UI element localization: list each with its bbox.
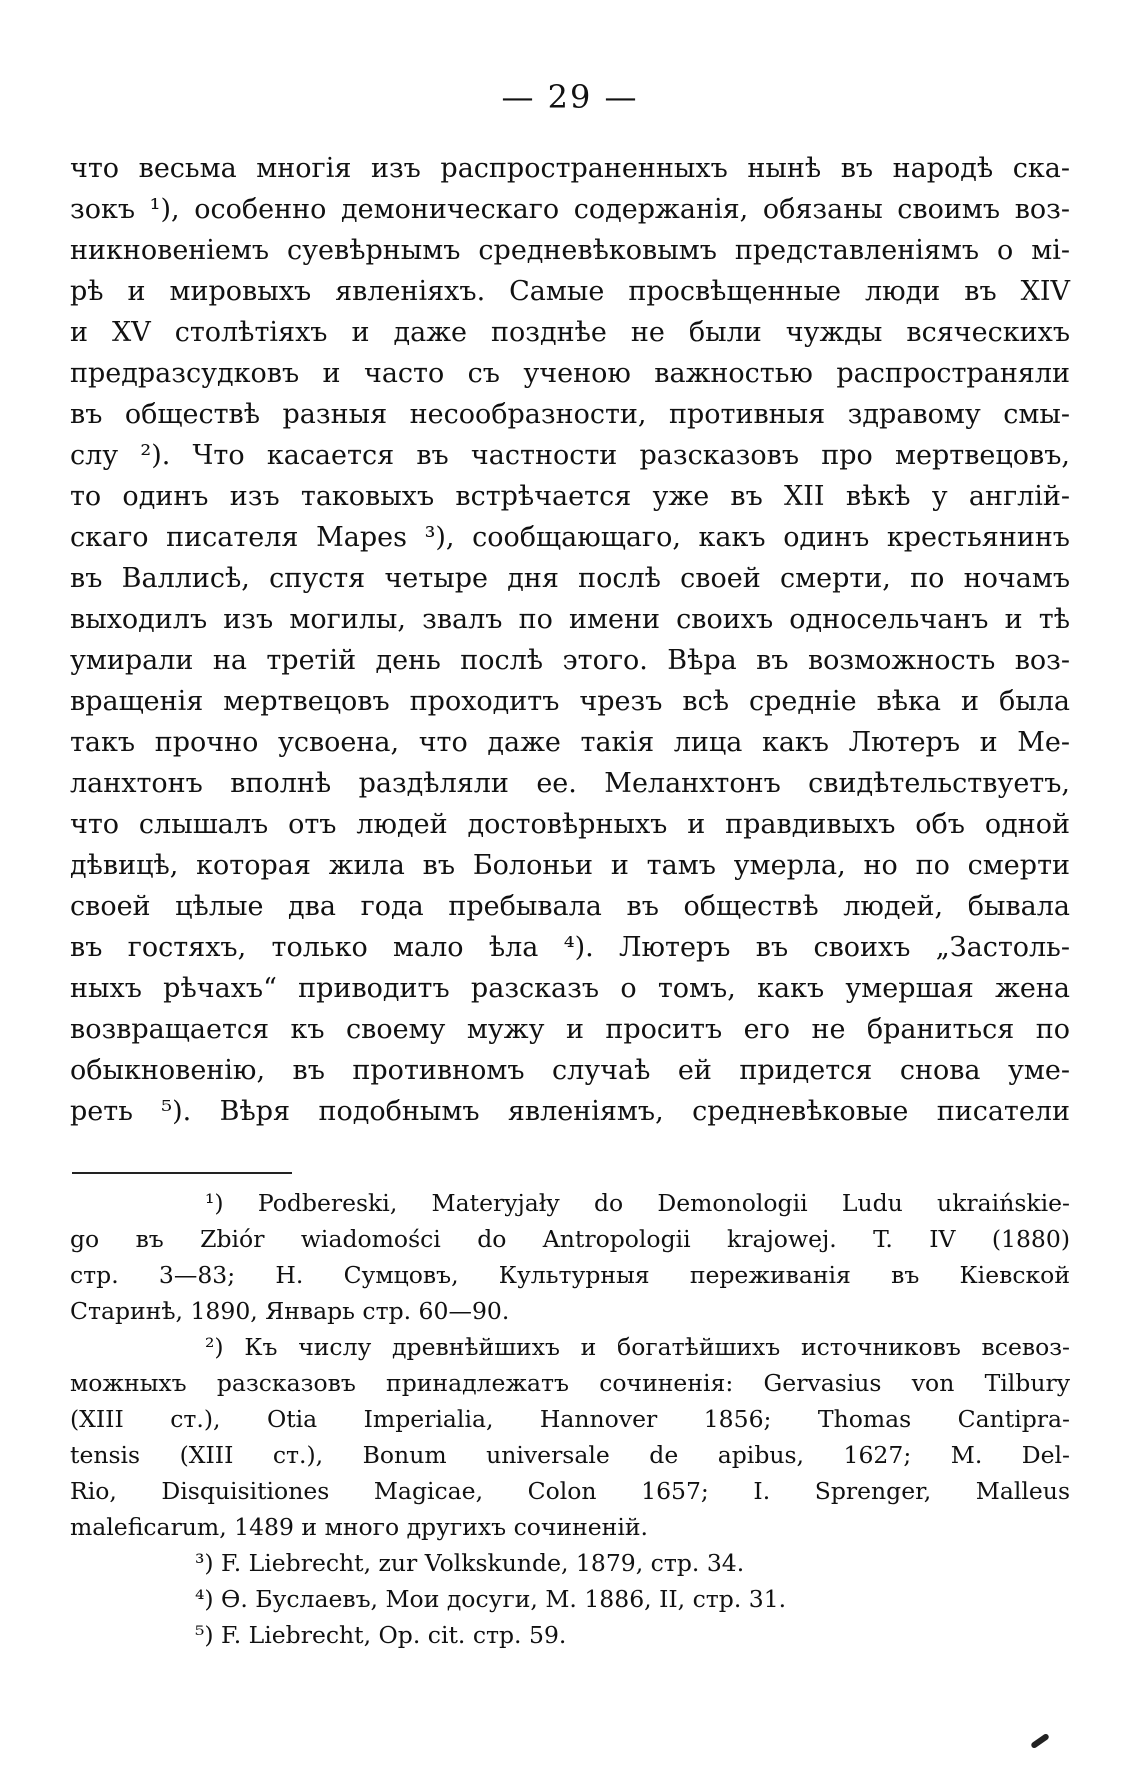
body-line: возвращается къ своему мужу и проситъ его не браниться по <box>70 1014 1070 1045</box>
footnote-2-line: (XIII ст.), Otia Imperialia, Hannover 1856; Thomas Cantipra- <box>70 1405 1070 1433</box>
ink-mark-icon <box>1030 1733 1050 1749</box>
footnote-2-line: ²) Къ числу древнѣйшихъ и богатѣйшихъ источниковъ всевоз- <box>205 1333 1070 1361</box>
footnotes <box>70 1185 1070 1653</box>
body-line: вращенія мертвецовъ проходитъ чрезъ всѣ средніе вѣка и была <box>70 686 1070 717</box>
body-line: реть ⁵). Вѣря подобнымъ явленіямъ, средневѣковые писатели <box>70 1096 1070 1127</box>
footnote-2-line: tensis (XIII ст.), Bonum universale de apibus, 1627; M. Del- <box>70 1441 1070 1469</box>
body-line: въ гостяхъ, только мало ѣла ⁴). Лютеръ въ своихъ „Застоль- <box>70 932 1070 963</box>
footnote-1-line: ¹) Podbereski, Materyjały do Demonologii Ludu ukraińskie- <box>205 1189 1070 1217</box>
footnote-1-line: Старинѣ, 1890, Январь стр. 60—90. <box>70 1297 510 1325</box>
body-line: дѣвицѣ, которая жила въ Болоньи и тамъ умерла, но по смерти <box>70 850 1070 881</box>
body-line: никновеніемъ суевѣрнымъ средневѣковымъ представленіямъ о мі- <box>70 235 1070 266</box>
body-line: умирали на третій день послѣ этого. Вѣра въ возможность воз- <box>70 645 1070 676</box>
footnote-2-line: maleficarum, 1489 и много другихъ сочиненій. <box>70 1513 648 1541</box>
body-line: то одинъ изъ таковыхъ встрѣчается уже въ XII вѣкѣ у англій- <box>70 481 1070 512</box>
body-line: рѣ и мировыхъ явленіяхъ. Самые просвѣщенные люди въ XIV <box>70 276 1070 307</box>
body-text <box>70 148 1070 1132</box>
body-line: зокъ ¹), особенно демоническаго содержанія, обязаны своимъ воз- <box>70 194 1070 225</box>
body-line: обыкновенію, въ противномъ случаѣ ей придется снова уме- <box>70 1055 1070 1086</box>
footnote-4-line: ⁴) Ѳ. Буслаевъ, Мои досуги, М. 1886, II, стр. 31. <box>195 1585 787 1613</box>
body-line: что слышалъ отъ людей достовѣрныхъ и правдивыхъ объ одной <box>70 809 1070 840</box>
body-line: выходилъ изъ могилы, звалъ по имени своихъ односельчанъ и тѣ <box>70 604 1070 635</box>
body-line: скаго писателя Mapes ³), сообщающаго, какъ одинъ крестьянинъ <box>70 522 1070 553</box>
body-line: въ обществѣ разныя несообразности, противныя здравому смы- <box>70 399 1070 430</box>
body-line: такъ прочно усвоена, что даже такія лица какъ Лютеръ и Ме- <box>70 727 1070 758</box>
footnote-2-line: Rio, Disquisitiones Magicae, Colon 1657; I. Sprenger, Malleus <box>70 1477 1070 1505</box>
body-line: предразсудковъ и часто съ ученою важностью распространяли <box>70 358 1070 389</box>
footnote-1-line: стр. 3—83; Н. Сумцовъ, Культурныя переживанія въ Кіевской <box>70 1261 1070 1289</box>
footnote-5-line: ⁵) F. Liebrecht, Op. cit. стр. 59. <box>195 1621 567 1649</box>
footnote-2-line: можныхъ разсказовъ принадлежатъ сочиненія: Gervasius von Tilbury <box>70 1369 1070 1397</box>
body-line: и XV столѣтіяхъ и даже позднѣе не были чужды всяческихъ <box>70 317 1070 348</box>
body-line: ныхъ рѣчахъ“ приводитъ разсказъ о томъ, какъ умершая жена <box>70 973 1070 1004</box>
body-line: что весьма многія изъ распространенныхъ нынѣ въ народѣ ска- <box>70 153 1070 184</box>
footnote-divider <box>72 1172 292 1174</box>
body-line: ланхтонъ вполнѣ раздѣляли ее. Меланхтонъ свидѣтельствуетъ, <box>70 768 1070 799</box>
body-line: въ Валлисѣ, спустя четыре дня послѣ своей смерти, по ночамъ <box>70 563 1070 594</box>
footnote-3-line: ³) F. Liebrecht, zur Volkskunde, 1879, стр. 34. <box>195 1549 745 1577</box>
page-number: — 29 — <box>501 78 639 116</box>
body-line: слу ²). Что касается въ частности разсказовъ про мертвецовъ, <box>70 440 1070 471</box>
body-line: своей цѣлые два года пребывала въ обществѣ людей, бывала <box>70 891 1070 922</box>
footnote-1-line: go въ Zbiór wiadomości do Antropologii krajowej. T. IV (1880) <box>70 1225 1070 1253</box>
